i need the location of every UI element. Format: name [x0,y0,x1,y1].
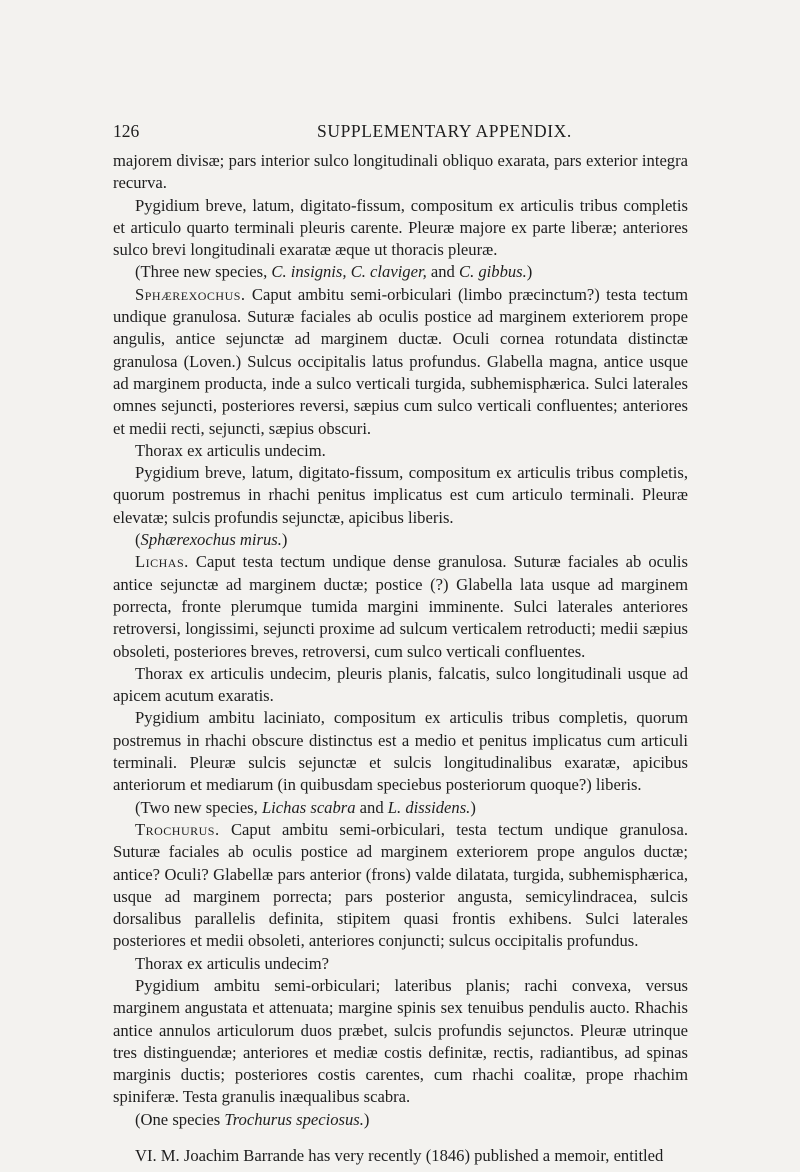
paragraph: Pygidium breve, latum, digitato-fissum, compositum ex articulis tribus completis et articulo quarto terminali pleuris carente. Pleuræ majore ex parte liberæ; anteriores sulco brevi longitudinali exaratæ æque ut thoracis pleuræ. [113,195,688,260]
text: ) [281,530,288,550]
species-name: C. insignis, [271,262,347,282]
species-note [113,261,688,283]
paragraph: Thorax ex articulis undecim, pleuris planis, falcatis, sulco longitudinali usque ad apicem acutum exaratis. [113,663,688,706]
text: and [355,797,388,817]
paragraph: Thorax ex articulis undecim? [135,953,329,973]
species-name: C. claviger, [350,262,427,282]
species-name: Lichas scabra [261,797,356,817]
species-name: L. dissidens. [387,797,471,817]
paragraph: Pygidium ambitu semi-orbiculari; lateribus planis; rachi convexa, versus marginem angustata et attenuata; margine spinis sex tenuibus pendulis aucto. Rhachis antice annulos articulorum duos præbet, sulcis profundis sejunctos. Pleuræ utrinque tres distinguendæ; anteriores et mediæ costis definitæ, rectis, radiantibus, ad spinas marginis ductis; posteriores costis carentes, cum rhachi coalitæ, prope rhachim spiniferæ. Testa granulis inæqualibus scabra. [113,975,688,1107]
text: Caput testa tectum undique dense granulosa. Suturæ faciales ab oculis antice sejunctæ ad marginem ductæ; postice (?) Glabella lata usque ad marginem porrecta, fronte plerumque tumida margini imminente. Sulci laterales anteriores retroversi, longissimi, sejuncti proxime ad sulcum verticalem retroducti; medii sæpius obsoleti, posteriores breves, retroversi, cum sulco verticali confluentes. [113,552,688,661]
genus-description [113,819,688,953]
text: ) [470,797,476,817]
section-paragraph: VI. M. Joachim Barrande has very recently (1846) published a memoir, entitled [135,1146,664,1166]
species-note [113,529,688,551]
text: and [426,262,459,282]
page-number: 126 [113,121,140,141]
text: (One species [135,1109,225,1129]
genus-name: Lichas. [135,552,189,572]
paragraph: Thorax ex articulis undecim. [135,440,326,460]
text: ) [363,1109,370,1129]
body-text [113,150,688,1167]
genus-name: Trochurus. [135,819,220,839]
species-note [113,797,688,819]
species-name: C. gibbus. [459,262,527,282]
species-name: Trochurus speciosus. [224,1109,364,1129]
genus-name: Sphærexochus. [135,284,246,304]
text: Caput ambitu semi-orbiculari (limbo præcinctum?) testa tectum undique granulosa. Suturæ faciales ab oculis postice ad marginem exteriorem prope angulis, antice sejunctæ ad marginem ductæ. Oculi cornea rotundata distinctæ granulosa (Loven.) Sulcus occipitalis latus profundus. Glabella magna, antice usque ad marginem producta, inde a sulco verticali turgida, subhemisphærica. Sulci laterales omnes sejuncti, posteriores reversi, sæpius cum sulco verticali confluentes; anteriores et medii recti, sejuncti, sæpius obscuri. [113,284,688,438]
text: Caput ambitu semi-orbiculari, testa tectum undique granulosa. Suturæ faciales ab oculis postice ad marginem exteriorem prope angulos ductæ; antice? Oculi? Glabellæ pars anterior (frons) valde dilatata, turgida, subhemisphærica, usque ad marginem porrecta; pars posterior angusta, semicylindracea, sulcis dorsalibus parallelis definita, stipitem quasi frontis exhibens. Sulci laterales posteriores et medii obsoleti, anteriores conjuncti; sulcus occipitalis profundus. [113,819,688,951]
species-name: Sphærexochus mirus. [140,530,282,550]
paragraph: majorem divisæ; pars interior sulco longitudinali obliquo exarata, pars exterior integra recurva. [113,151,688,193]
text: ( [135,530,141,550]
species-note [113,1109,688,1131]
genus-description [113,284,688,440]
genus-description [113,551,688,662]
running-title: SUPPLEMENTARY APPENDIX. [317,121,572,141]
paragraph: Pygidium ambitu laciniato, compositum ex articulis tribus completis, quorum postremus in rhachi obscure distinctus est a medio et penitus implicatus cum articuli terminali. Pleuræ sulcis sejunctæ et sulcis longitudinalibus exaratæ, apicibus anteriorum et mediarum (in quibusdam speciebus posteriorum quoque?) liberis. [113,708,688,795]
text: (Two new species, [135,797,262,817]
paragraph: Pygidium breve, latum, digitato-fissum, compositum ex articulis tribus completis, quorum postremus in rhachi penitus implicatus est cum articulo terminali. Pleuræ elevatæ; sulcis profundis sejunctæ, apicibus liberis. [113,463,688,527]
text: ) [526,262,533,282]
text: (Three new species, [135,262,272,282]
